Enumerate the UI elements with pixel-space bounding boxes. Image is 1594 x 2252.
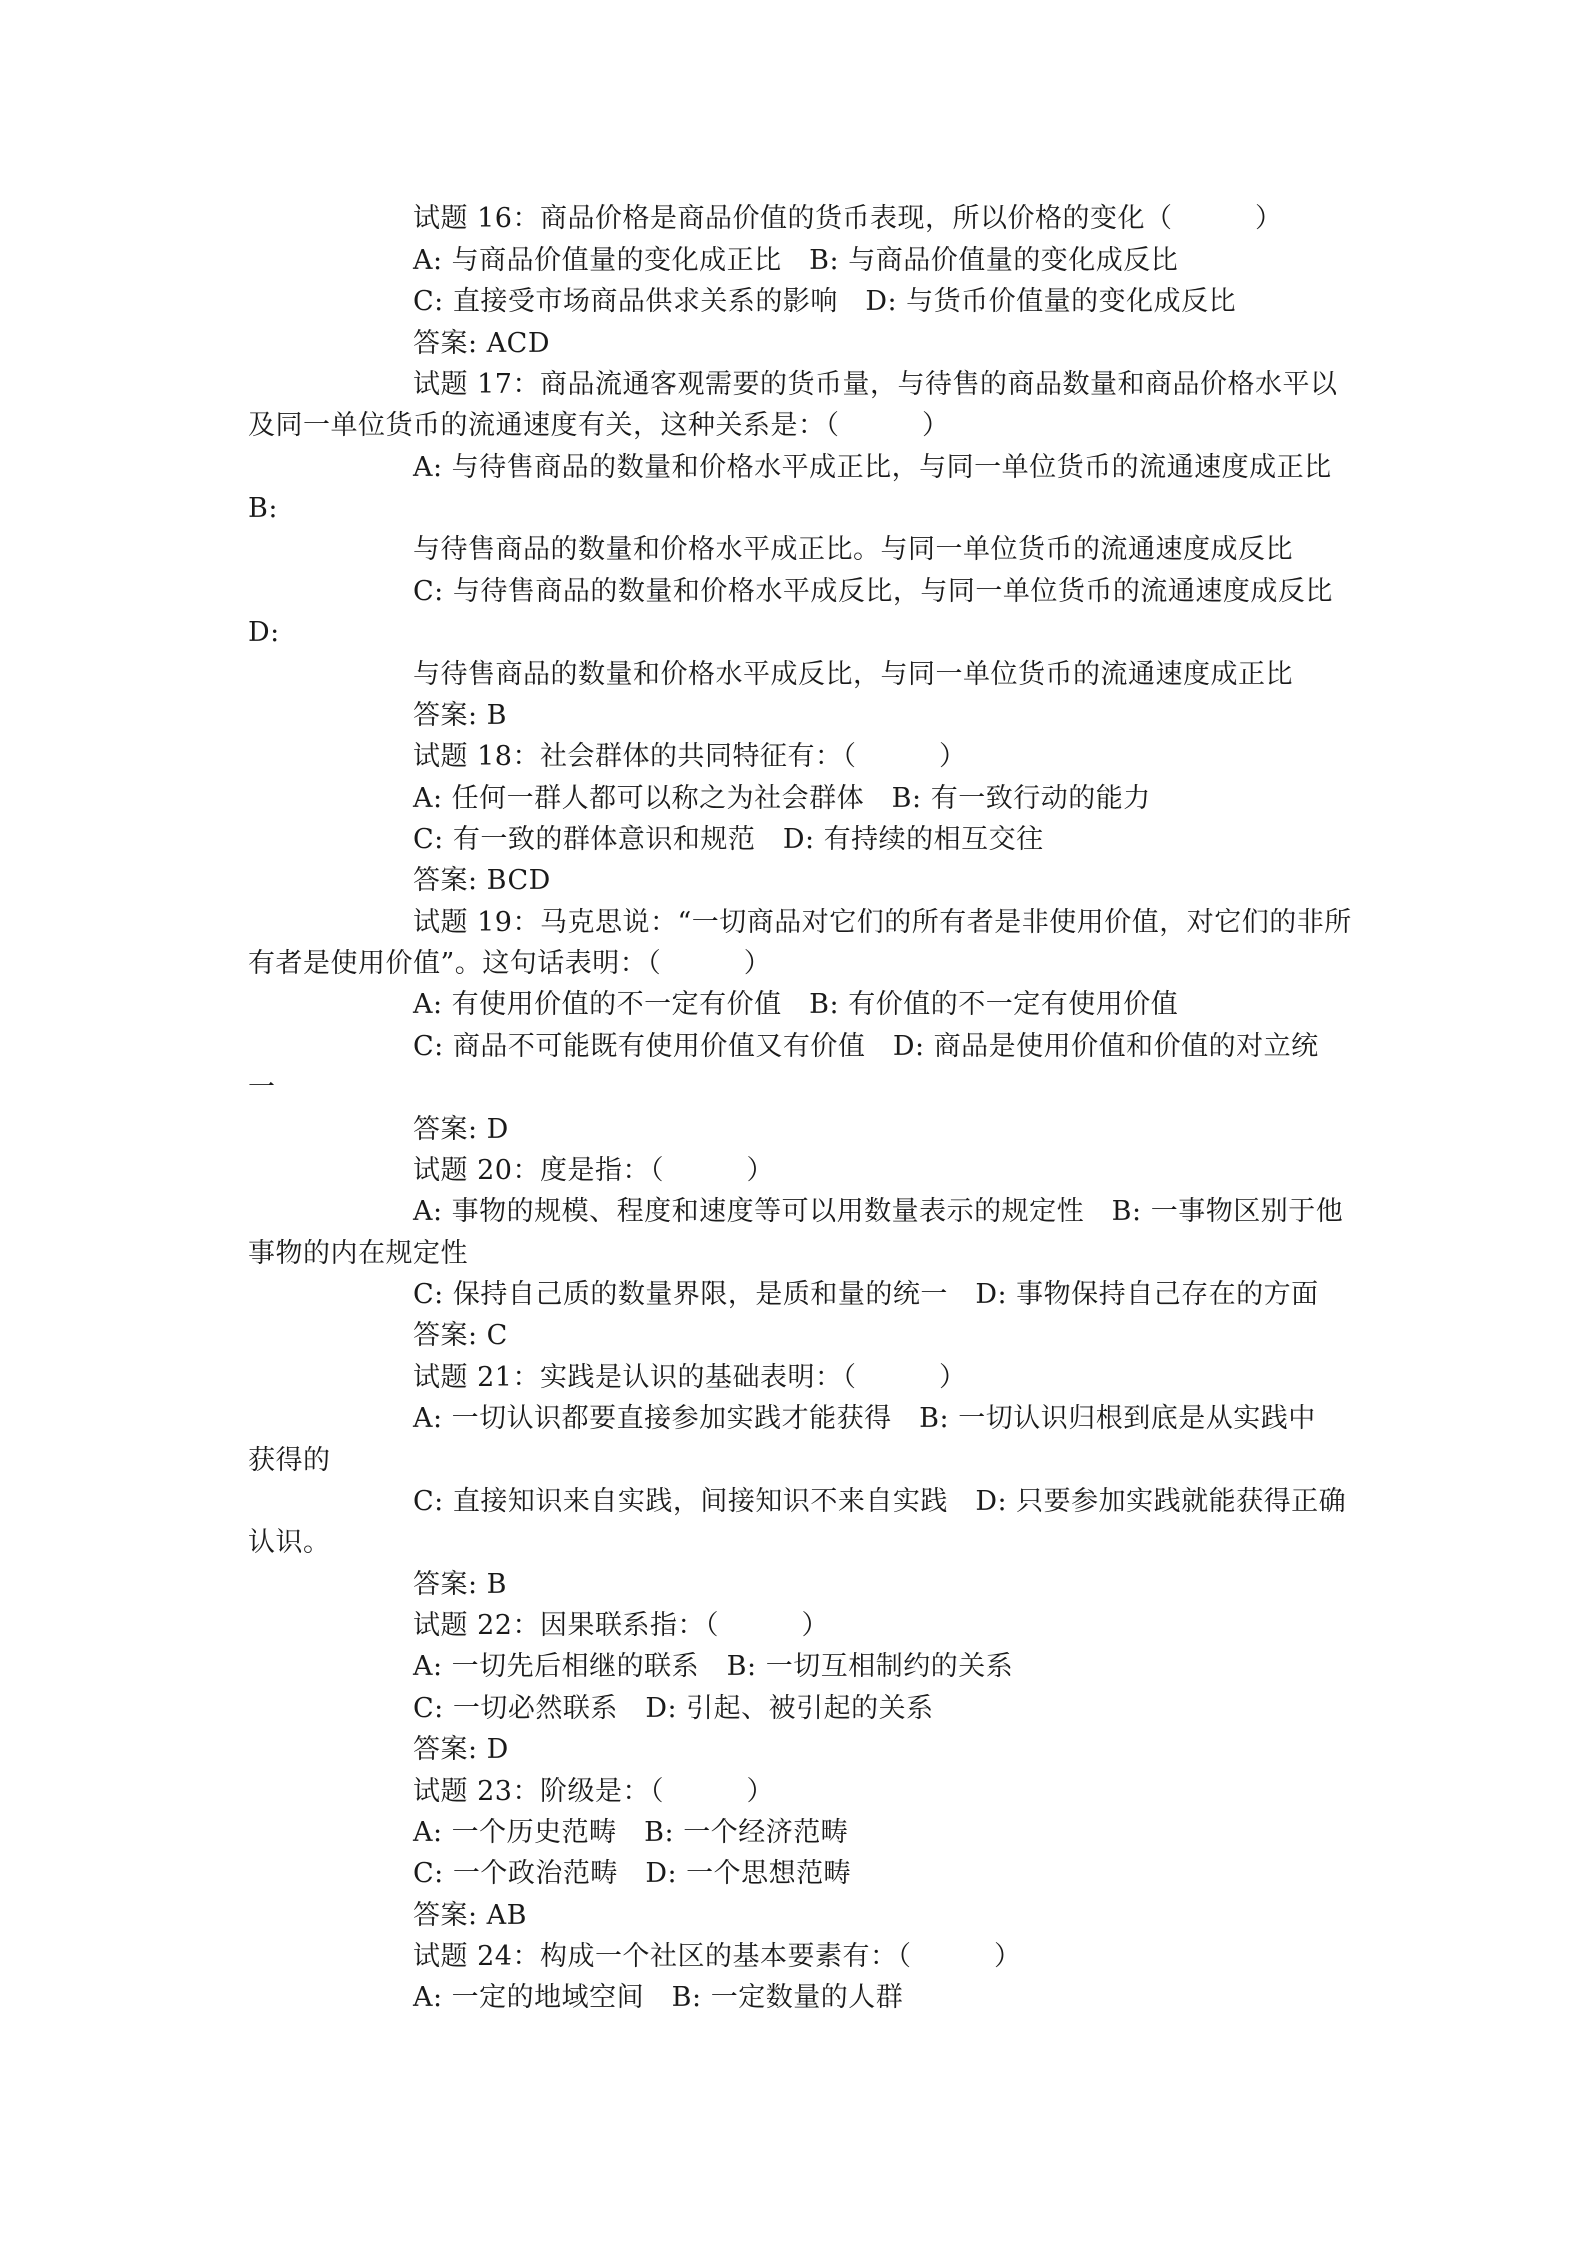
question-17-option-d-label: D: — [248, 617, 280, 648]
question-17-answer: 答案: B — [413, 700, 508, 731]
question-21-options-cd-cont: 认识。 — [248, 1527, 331, 1558]
question-16-stem: 试题 16：商品价格是商品价值的货币表现，所以价格的变化（ ） — [413, 203, 1283, 234]
question-17-option-a: A: 与待售商品的数量和价格水平成正比，与同一单位货币的流通速度成正比 — [413, 452, 1332, 483]
question-19-options-ab: A: 有使用价值的不一定有价值 B: 有价值的不一定有使用价值 — [413, 989, 1179, 1020]
question-19-stem: 试题 19：马克思说：“一切商品对它们的所有者是非使用价值，对它们的非所 — [413, 907, 1352, 938]
question-23-options-cd: C: 一个政治范畴 D: 一个思想范畴 — [413, 1858, 852, 1889]
question-21-stem: 试题 21：实践是认识的基础表明：（ ） — [413, 1362, 967, 1393]
question-18-options-cd: C: 有一致的群体意识和规范 D: 有持续的相互交往 — [413, 824, 1044, 855]
question-19-answer: 答案: D — [413, 1114, 509, 1145]
question-21-options-ab-cont: 获得的 — [248, 1445, 331, 1476]
question-20-options-ab-cont: 事物的内在规定性 — [248, 1238, 468, 1269]
question-17-option-b: 与待售商品的数量和价格水平成正比。与同一单位货币的流通速度成反比 — [413, 534, 1293, 565]
question-23-options-ab: A: 一个历史范畴 B: 一个经济范畴 — [413, 1817, 849, 1848]
question-20-options-cd: C: 保持自己质的数量界限，是质和量的统一 D: 事物保持自己存在的方面 — [413, 1279, 1319, 1310]
question-21-options-cd: C: 直接知识来自实践，间接知识不来自实践 D: 只要参加实践就能获得正确 — [413, 1486, 1347, 1517]
question-17-option-b-label: B: — [248, 493, 278, 524]
question-16-answer: 答案: ACD — [413, 328, 550, 359]
question-24-options-ab: A: 一定的地域空间 B: 一定数量的人群 — [413, 1982, 904, 2013]
question-18-stem: 试题 18：社会群体的共同特征有：（ ） — [413, 741, 967, 772]
question-17-stem: 试题 17：商品流通客观需要的货币量，与待售的商品数量和商品价格水平以 — [413, 369, 1338, 400]
question-18-answer: 答案: BCD — [413, 865, 551, 896]
question-22-stem: 试题 22：因果联系指：（ ） — [413, 1610, 829, 1641]
question-17-option-c: C: 与待售商品的数量和价格水平成反比，与同一单位货币的流通速度成反比 — [413, 576, 1333, 607]
question-20-options-ab: A: 事物的规模、程度和速度等可以用数量表示的规定性 B: 一事物区别于他 — [413, 1196, 1344, 1227]
question-16-options-ab: A: 与商品价值量的变化成正比 B: 与商品价值量的变化成反比 — [413, 245, 1179, 276]
question-19-options-cd-cont: 一 — [248, 1072, 276, 1103]
question-22-answer: 答案: D — [413, 1734, 509, 1765]
question-20-answer: 答案: C — [413, 1320, 508, 1351]
question-18-options-ab: A: 任何一群人都可以称之为社会群体 B: 有一致行动的能力 — [413, 783, 1151, 814]
question-21-options-ab: A: 一切认识都要直接参加实践才能获得 B: 一切认识归根到底是从实践中 — [413, 1403, 1316, 1434]
question-17-stem-cont: 及同一单位货币的流通速度有关，这种关系是：（ ） — [248, 410, 950, 441]
question-16-options-cd: C: 直接受市场商品供求关系的影响 D: 与货币价值量的变化成反比 — [413, 286, 1237, 317]
question-17-option-d: 与待售商品的数量和价格水平成反比，与同一单位货币的流通速度成正比 — [413, 659, 1293, 690]
question-20-stem: 试题 20：度是指：（ ） — [413, 1155, 774, 1186]
question-22-options-cd: C: 一切必然联系 D: 引起、被引起的关系 — [413, 1693, 934, 1724]
question-22-options-ab: A: 一切先后相继的联系 B: 一切互相制约的关系 — [413, 1651, 1014, 1682]
question-23-answer: 答案: AB — [413, 1900, 528, 1931]
question-21-answer: 答案: B — [413, 1569, 508, 1600]
question-19-options-cd: C: 商品不可能既有使用价值又有价值 D: 商品是使用价值和价值的对立统 — [413, 1031, 1319, 1062]
question-19-stem-cont: 有者是使用价值”。这句话表明：（ ） — [248, 948, 772, 979]
question-24-stem: 试题 24：构成一个社区的基本要素有：（ ） — [413, 1941, 1022, 1972]
question-23-stem: 试题 23：阶级是：（ ） — [413, 1776, 774, 1807]
